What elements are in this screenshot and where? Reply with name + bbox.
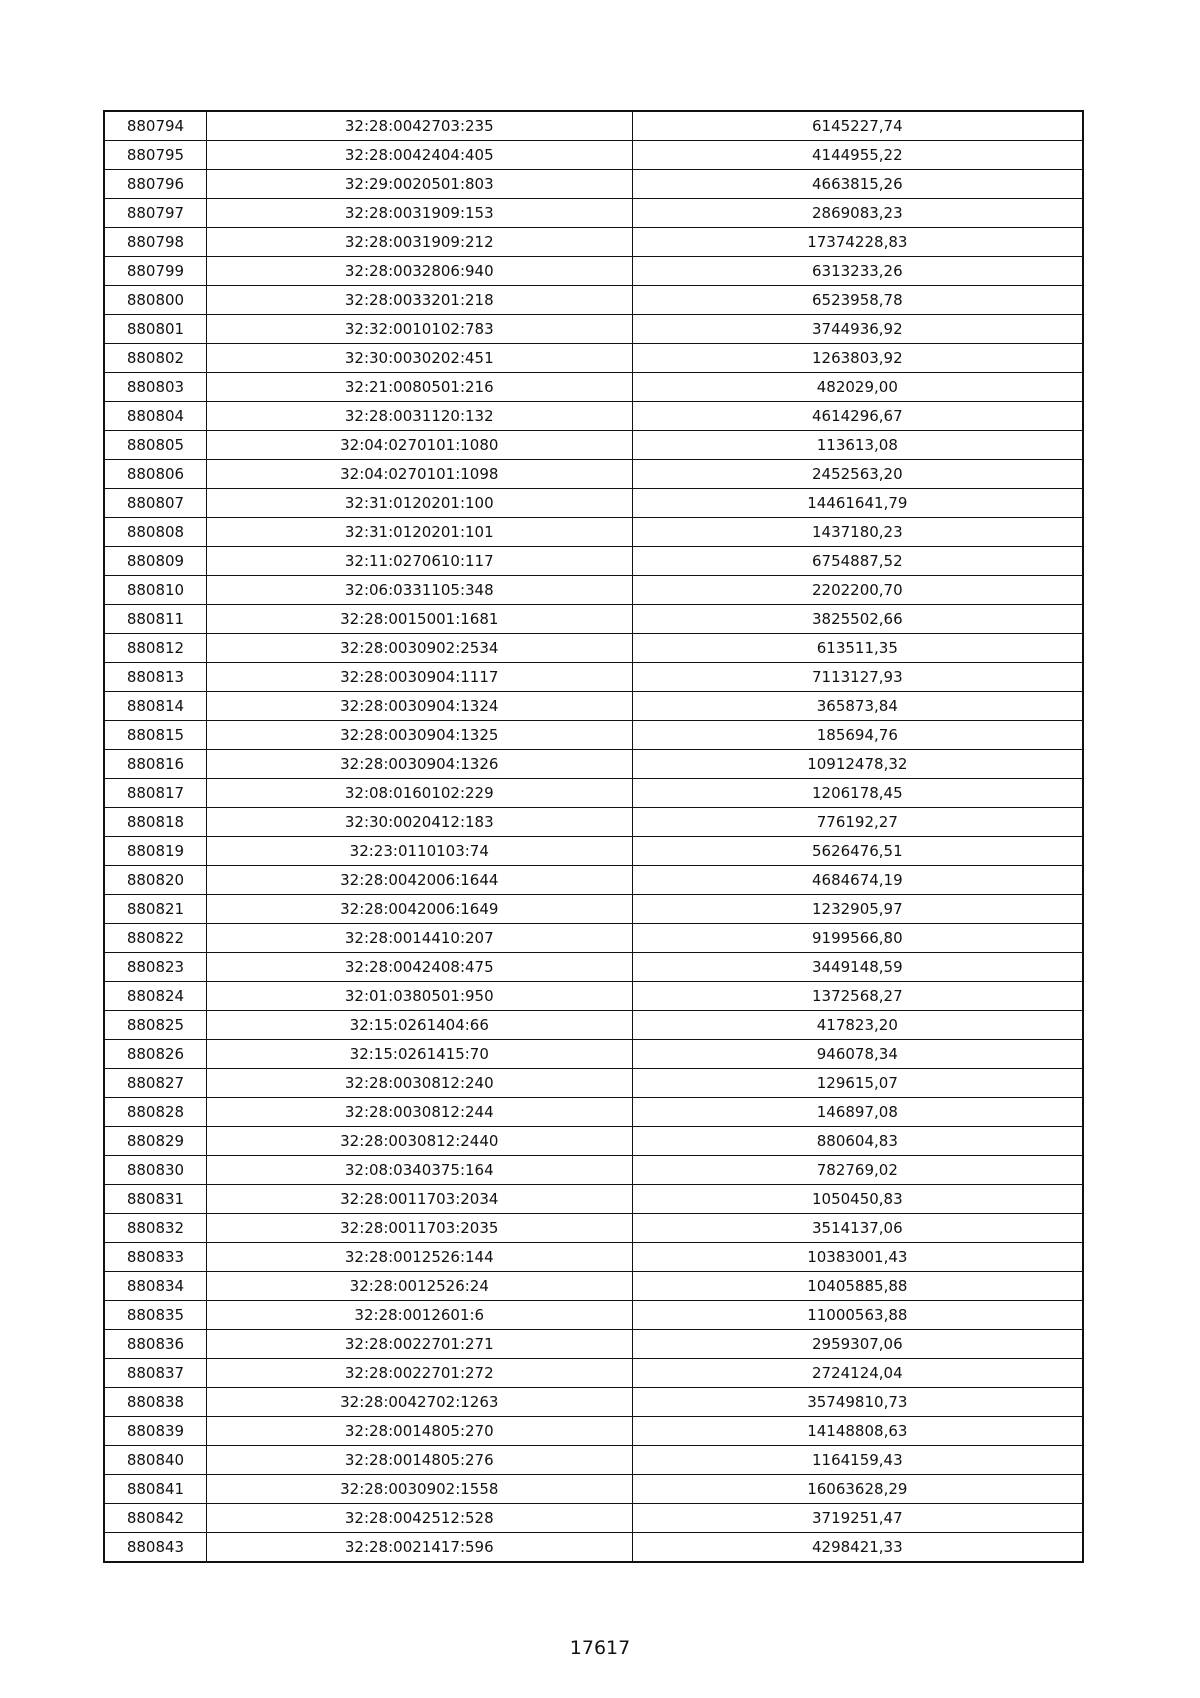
- row-number-cell: 880812: [104, 634, 206, 663]
- row-number-cell: 880807: [104, 489, 206, 518]
- row-number-cell: 880815: [104, 721, 206, 750]
- value-cell: 7113127,93: [632, 663, 1083, 692]
- row-number-cell: 880829: [104, 1127, 206, 1156]
- row-number-cell: 880831: [104, 1185, 206, 1214]
- table-row: [104, 1272, 1083, 1301]
- row-number-cell: 880819: [104, 837, 206, 866]
- value-cell: 10383001,43: [632, 1243, 1083, 1272]
- cadastral-number-cell: 32:01:0380501:950: [206, 982, 632, 1011]
- row-number-cell: 880835: [104, 1301, 206, 1330]
- cadastral-number-cell: 32:28:0030902:1558: [206, 1475, 632, 1504]
- table-row: [104, 924, 1083, 953]
- table-row: [104, 837, 1083, 866]
- row-number-cell: 880842: [104, 1504, 206, 1533]
- table-row: [104, 750, 1083, 779]
- value-cell: 185694,76: [632, 721, 1083, 750]
- row-number-cell: 880830: [104, 1156, 206, 1185]
- value-cell: 11000563,88: [632, 1301, 1083, 1330]
- row-number-cell: 880840: [104, 1446, 206, 1475]
- value-cell: 482029,00: [632, 373, 1083, 402]
- value-cell: 9199566,80: [632, 924, 1083, 953]
- value-cell: 146897,08: [632, 1098, 1083, 1127]
- value-cell: 3825502,66: [632, 605, 1083, 634]
- value-cell: 35749810,73: [632, 1388, 1083, 1417]
- value-cell: 1206178,45: [632, 779, 1083, 808]
- table-row: [104, 808, 1083, 837]
- row-number-cell: 880800: [104, 286, 206, 315]
- table-row: [104, 460, 1083, 489]
- cadastral-number-cell: 32:28:0042006:1649: [206, 895, 632, 924]
- value-cell: 10405885,88: [632, 1272, 1083, 1301]
- table-row: [104, 286, 1083, 315]
- cadastral-number-cell: 32:28:0014410:207: [206, 924, 632, 953]
- table-row: [104, 1214, 1083, 1243]
- cadastral-number-cell: 32:21:0080501:216: [206, 373, 632, 402]
- table-row: [104, 1011, 1083, 1040]
- value-cell: 946078,34: [632, 1040, 1083, 1069]
- value-cell: 6523958,78: [632, 286, 1083, 315]
- value-cell: 776192,27: [632, 808, 1083, 837]
- table-row: [104, 1388, 1083, 1417]
- cadastral-number-cell: 32:28:0030902:2534: [206, 634, 632, 663]
- value-cell: 16063628,29: [632, 1475, 1083, 1504]
- value-cell: 880604,83: [632, 1127, 1083, 1156]
- cadastral-number-cell: 32:28:0031909:212: [206, 228, 632, 257]
- row-number-cell: 880794: [104, 111, 206, 141]
- value-cell: 4684674,19: [632, 866, 1083, 895]
- table-row: [104, 315, 1083, 344]
- value-cell: 6313233,26: [632, 257, 1083, 286]
- cadastral-number-cell: 32:28:0030904:1326: [206, 750, 632, 779]
- row-number-cell: 880826: [104, 1040, 206, 1069]
- row-number-cell: 880804: [104, 402, 206, 431]
- value-cell: 1050450,83: [632, 1185, 1083, 1214]
- row-number-cell: 880823: [104, 953, 206, 982]
- table-row: [104, 373, 1083, 402]
- value-cell: 2869083,23: [632, 199, 1083, 228]
- table-row: [104, 1098, 1083, 1127]
- table-row: [104, 1127, 1083, 1156]
- value-cell: 3514137,06: [632, 1214, 1083, 1243]
- value-cell: 782769,02: [632, 1156, 1083, 1185]
- row-number-cell: 880795: [104, 141, 206, 170]
- cadastral-number-cell: 32:28:0011703:2034: [206, 1185, 632, 1214]
- table-row: [104, 895, 1083, 924]
- row-number-cell: 880832: [104, 1214, 206, 1243]
- cadastral-number-cell: 32:28:0042702:1263: [206, 1388, 632, 1417]
- table-row: [104, 1156, 1083, 1185]
- cadastral-number-cell: 32:28:0030904:1324: [206, 692, 632, 721]
- row-number-cell: 880809: [104, 547, 206, 576]
- table-row: [104, 402, 1083, 431]
- cadastral-number-cell: 32:04:0270101:1080: [206, 431, 632, 460]
- value-cell: 3719251,47: [632, 1504, 1083, 1533]
- table-row: [104, 663, 1083, 692]
- value-cell: 2202200,70: [632, 576, 1083, 605]
- value-cell: 6754887,52: [632, 547, 1083, 576]
- row-number-cell: 880828: [104, 1098, 206, 1127]
- table-row: [104, 1040, 1083, 1069]
- value-cell: 5626476,51: [632, 837, 1083, 866]
- table-row: [104, 1243, 1083, 1272]
- cadastral-number-cell: 32:28:0030812:2440: [206, 1127, 632, 1156]
- value-cell: 1437180,23: [632, 518, 1083, 547]
- cadastral-number-cell: 32:28:0042404:405: [206, 141, 632, 170]
- row-number-cell: 880811: [104, 605, 206, 634]
- table-row: [104, 518, 1083, 547]
- cadastral-number-cell: 32:29:0020501:803: [206, 170, 632, 199]
- table-row: [104, 1069, 1083, 1098]
- table-row: [104, 1330, 1083, 1359]
- row-number-cell: 880822: [104, 924, 206, 953]
- row-number-cell: 880839: [104, 1417, 206, 1446]
- row-number-cell: 880838: [104, 1388, 206, 1417]
- row-number-cell: 880834: [104, 1272, 206, 1301]
- table-row: [104, 1301, 1083, 1330]
- cadastral-number-cell: 32:28:0042006:1644: [206, 866, 632, 895]
- cadastral-number-cell: 32:28:0031909:153: [206, 199, 632, 228]
- cadastral-number-cell: 32:28:0030812:240: [206, 1069, 632, 1098]
- cadastral-number-cell: 32:28:0012526:144: [206, 1243, 632, 1272]
- table-row: [104, 692, 1083, 721]
- table-row: [104, 953, 1083, 982]
- table-row: [104, 257, 1083, 286]
- value-cell: 417823,20: [632, 1011, 1083, 1040]
- value-cell: 2452563,20: [632, 460, 1083, 489]
- cadastral-number-cell: 32:28:0030904:1117: [206, 663, 632, 692]
- value-cell: 4144955,22: [632, 141, 1083, 170]
- cadastral-number-cell: 32:28:0042408:475: [206, 953, 632, 982]
- value-cell: 4663815,26: [632, 170, 1083, 199]
- cadastral-number-cell: 32:08:0160102:229: [206, 779, 632, 808]
- table-row: [104, 1475, 1083, 1504]
- table-row: [104, 344, 1083, 373]
- cadastral-number-cell: 32:28:0031120:132: [206, 402, 632, 431]
- cadastral-number-cell: 32:06:0331105:348: [206, 576, 632, 605]
- value-cell: 1232905,97: [632, 895, 1083, 924]
- value-cell: 3449148,59: [632, 953, 1083, 982]
- table-row: [104, 1533, 1083, 1563]
- value-cell: 1164159,43: [632, 1446, 1083, 1475]
- row-number-cell: 880827: [104, 1069, 206, 1098]
- cadastral-number-cell: 32:28:0014805:276: [206, 1446, 632, 1475]
- value-cell: 2959307,06: [632, 1330, 1083, 1359]
- row-number-cell: 880833: [104, 1243, 206, 1272]
- table-row: [104, 634, 1083, 663]
- table-row: [104, 779, 1083, 808]
- cadastral-number-cell: 32:28:0030904:1325: [206, 721, 632, 750]
- cadastral-number-cell: 32:23:0110103:74: [206, 837, 632, 866]
- cadastral-number-cell: 32:28:0015001:1681: [206, 605, 632, 634]
- row-number-cell: 880810: [104, 576, 206, 605]
- value-cell: 365873,84: [632, 692, 1083, 721]
- value-cell: 4298421,33: [632, 1533, 1083, 1563]
- value-cell: 2724124,04: [632, 1359, 1083, 1388]
- cadastral-number-cell: 32:08:0340375:164: [206, 1156, 632, 1185]
- page-number: 17617: [569, 1637, 631, 1659]
- cadastral-number-cell: 32:28:0030812:244: [206, 1098, 632, 1127]
- row-number-cell: 880821: [104, 895, 206, 924]
- row-number-cell: 880805: [104, 431, 206, 460]
- cadastral-number-cell: 32:28:0012601:6: [206, 1301, 632, 1330]
- table-body: [104, 111, 1083, 1562]
- row-number-cell: 880820: [104, 866, 206, 895]
- cadastral-number-cell: 32:28:0011703:2035: [206, 1214, 632, 1243]
- value-cell: 14148808,63: [632, 1417, 1083, 1446]
- cadastral-number-cell: 32:30:0030202:451: [206, 344, 632, 373]
- value-cell: 1263803,92: [632, 344, 1083, 373]
- row-number-cell: 880797: [104, 199, 206, 228]
- row-number-cell: 880841: [104, 1475, 206, 1504]
- row-number-cell: 880824: [104, 982, 206, 1011]
- table-row: [104, 431, 1083, 460]
- value-cell: 4614296,67: [632, 402, 1083, 431]
- table-row: [104, 1359, 1083, 1388]
- table-row: [104, 489, 1083, 518]
- cadastral-number-cell: 32:31:0120201:101: [206, 518, 632, 547]
- table-row: [104, 982, 1083, 1011]
- cadastral-number-cell: 32:30:0020412:183: [206, 808, 632, 837]
- cadastral-number-cell: 32:15:0261404:66: [206, 1011, 632, 1040]
- data-table: [103, 110, 1084, 1563]
- value-cell: 613511,35: [632, 634, 1083, 663]
- cadastral-number-cell: 32:28:0032806:940: [206, 257, 632, 286]
- cadastral-number-cell: 32:15:0261415:70: [206, 1040, 632, 1069]
- cadastral-number-cell: 32:28:0022701:272: [206, 1359, 632, 1388]
- table-row: [104, 866, 1083, 895]
- table-row: [104, 170, 1083, 199]
- row-number-cell: 880796: [104, 170, 206, 199]
- table-row: [104, 721, 1083, 750]
- table-row: [104, 547, 1083, 576]
- row-number-cell: 880806: [104, 460, 206, 489]
- row-number-cell: 880798: [104, 228, 206, 257]
- value-cell: 6145227,74: [632, 111, 1083, 141]
- table-row: [104, 1446, 1083, 1475]
- cadastral-number-cell: 32:28:0012526:24: [206, 1272, 632, 1301]
- value-cell: 113613,08: [632, 431, 1083, 460]
- table-row: [104, 605, 1083, 634]
- table-row: [104, 1185, 1083, 1214]
- row-number-cell: 880818: [104, 808, 206, 837]
- cadastral-number-cell: 32:28:0042512:528: [206, 1504, 632, 1533]
- cadastral-number-cell: 32:28:0022701:271: [206, 1330, 632, 1359]
- table-row: [104, 1504, 1083, 1533]
- value-cell: 129615,07: [632, 1069, 1083, 1098]
- cadastral-number-cell: 32:04:0270101:1098: [206, 460, 632, 489]
- table-row: [104, 228, 1083, 257]
- row-number-cell: 880813: [104, 663, 206, 692]
- cadastral-number-cell: 32:28:0014805:270: [206, 1417, 632, 1446]
- cadastral-number-cell: 32:28:0033201:218: [206, 286, 632, 315]
- table-row: [104, 111, 1083, 141]
- cadastral-number-cell: 32:32:0010102:783: [206, 315, 632, 344]
- cadastral-number-cell: 32:11:0270610:117: [206, 547, 632, 576]
- row-number-cell: 880814: [104, 692, 206, 721]
- cadastral-number-cell: 32:28:0042703:235: [206, 111, 632, 141]
- value-cell: 1372568,27: [632, 982, 1083, 1011]
- table-row: [104, 141, 1083, 170]
- row-number-cell: 880802: [104, 344, 206, 373]
- cadastral-number-cell: 32:28:0021417:596: [206, 1533, 632, 1563]
- row-number-cell: 880799: [104, 257, 206, 286]
- table-row: [104, 1417, 1083, 1446]
- row-number-cell: 880837: [104, 1359, 206, 1388]
- row-number-cell: 880803: [104, 373, 206, 402]
- cadastral-number-cell: 32:31:0120201:100: [206, 489, 632, 518]
- row-number-cell: 880801: [104, 315, 206, 344]
- row-number-cell: 880808: [104, 518, 206, 547]
- row-number-cell: 880843: [104, 1533, 206, 1563]
- value-cell: 10912478,32: [632, 750, 1083, 779]
- table-row: [104, 199, 1083, 228]
- row-number-cell: 880816: [104, 750, 206, 779]
- value-cell: 3744936,92: [632, 315, 1083, 344]
- row-number-cell: 880817: [104, 779, 206, 808]
- row-number-cell: 880836: [104, 1330, 206, 1359]
- value-cell: 17374228,83: [632, 228, 1083, 257]
- value-cell: 14461641,79: [632, 489, 1083, 518]
- table-row: [104, 576, 1083, 605]
- row-number-cell: 880825: [104, 1011, 206, 1040]
